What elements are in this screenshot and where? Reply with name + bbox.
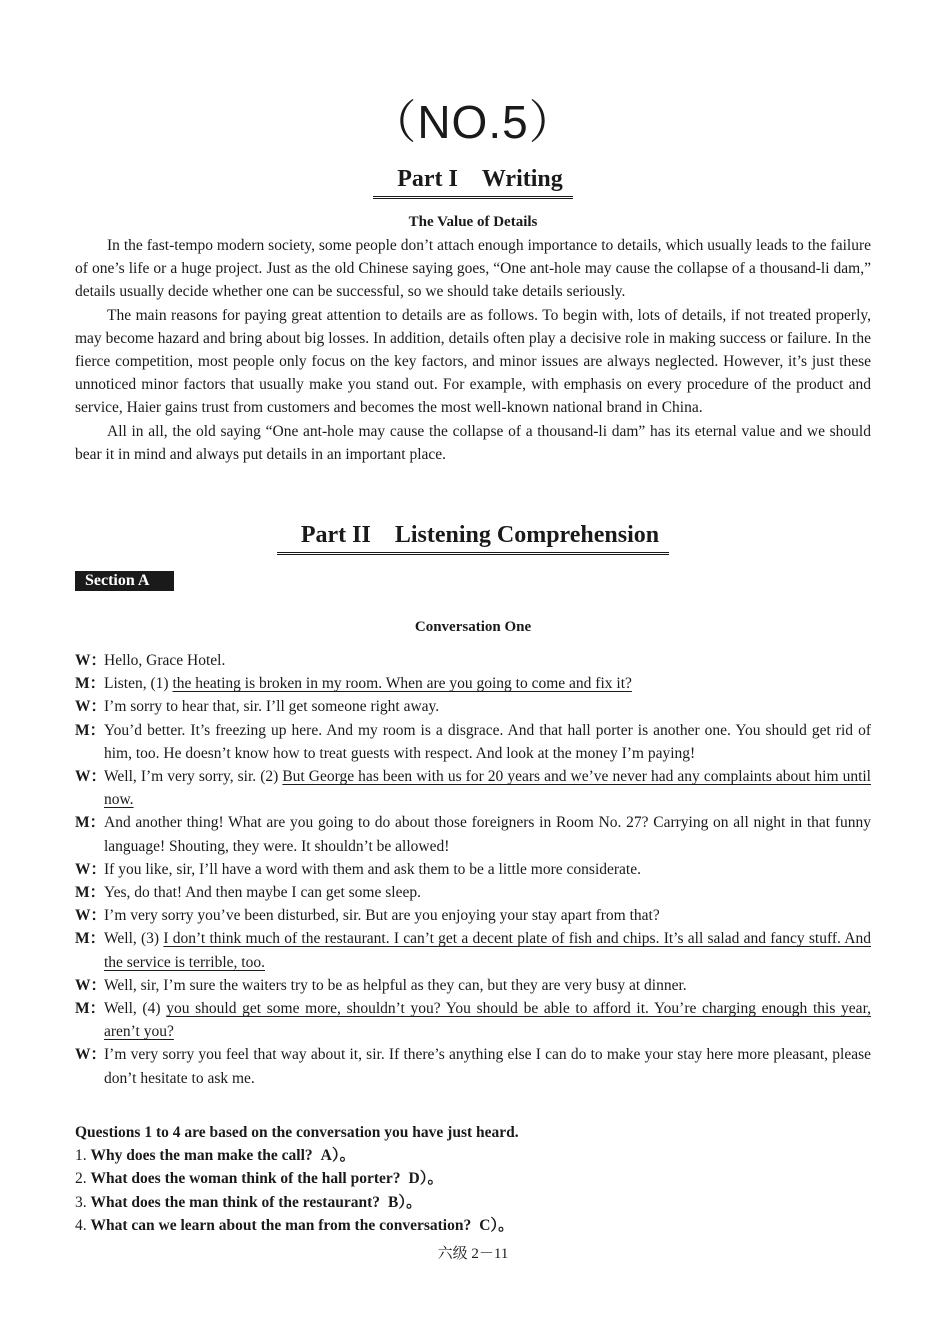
turn-text: If you like, sir, I’ll have a word with them and ask them to be a little more considerate. [104,860,641,878]
turn-text: I’m very sorry you’ve been disturbed, sir. But are you enjoying your stay apart from that? [104,907,660,925]
dialogue-turn [75,672,871,695]
speaker-label: M： [75,1000,106,1018]
question-text: What can we learn about the man from the conversation? [90,1216,472,1234]
question-number: 1. [75,1147,91,1165]
question-number: 3. [75,1193,91,1211]
part-1-heading [75,164,871,199]
turn-text: I’m sorry to hear that, sir. I’ll get someone right away. [104,698,440,716]
questions-block [75,1121,871,1237]
speaker-label: W： [75,768,107,786]
question-text: What does the woman think of the hall porter? [90,1170,401,1188]
underlined-answer: the heating is broken in my room. When are you going to come and fix it? [172,675,632,693]
question-item [75,1144,871,1167]
question-answer: C）。 [479,1216,514,1234]
underlined-answer: I don’t think much of the restaurant. I can’t get a decent plate of fish and chips. It’s all salad and fancy stuff. And the service is terrible, too. [104,930,871,971]
question-text: Why does the man make the call? [90,1147,313,1165]
part-2-heading [75,520,871,555]
page-footer: 六级 2－11 [437,1246,509,1262]
dialogue-turn [75,904,871,927]
turn-text: I’m very sorry you feel that way about it, sir. If there’s anything else I can do to make your stay here more pleasant, please don’t hesitate to ask me. [104,1046,871,1087]
part-2-heading-text: Part II Listening Comprehension [277,520,669,555]
underlined-answer: you should get some more, shouldn’t you? You should be able to afford it. You’re charging enough this year, aren’t you? [104,1000,871,1041]
essay-paragraph: The main reasons for paying great attention to details are as follows. To begin with, lots of details, if not treated properly, may become hazard and bring about big losses. In addition, details often play a decisive role in making success or failure. In the fierce competition, most people only focus on the key factors, and minor issues are always neglected. However, it’s just these unnoticed minor factors that usually make you stand out. For example, with emphasis on every procedure of the product and service, Haier gains trust from customers and becomes the most well-known national brand in China. [75,306,871,417]
questions-intro: Questions 1 to 4 are based on the conversation you have just heard. [75,1124,519,1141]
turn-text: Listen, (1) [104,675,173,693]
speaker-label: M： [75,930,106,948]
dialogue-turn [75,1043,871,1089]
turn-text: Yes, do that! And then maybe I can get some sleep. [104,884,421,902]
question-answer: A）。 [320,1147,356,1165]
speaker-label: W： [75,698,107,716]
document-title: （NO.5） [370,96,576,148]
turn-text: Well, (3) [104,930,164,948]
speaker-label: M： [75,884,106,902]
essay-body [75,234,871,466]
conversation-title: Conversation One [414,619,532,635]
speaker-label: W： [75,976,107,994]
essay-title: The Value of Details [408,214,538,230]
turn-text: Well, I’m very sorry, sir. (2) [104,768,283,786]
dialogue-turn [75,719,871,765]
underlined-answer: But George has been with us for 20 years and we’ve never had any complaints about him until now. [104,768,871,809]
dialogue-turn [75,927,871,973]
question-number: 2. [75,1170,91,1188]
speaker-label: W： [75,860,107,878]
question-item [75,1191,871,1214]
speaker-label: M： [75,675,106,693]
question-item [75,1167,871,1190]
turn-text: You’d better. It’s freezing up here. And my room is a disgrace. And that hall porter is another one. You should get rid of him, too. He doesn’t know how to treat guests with respect. And look at the money I’m paying! [104,721,871,762]
speaker-label: M： [75,814,106,832]
dialogue-turn [75,974,871,997]
question-answer: D）。 [408,1170,443,1188]
speaker-label: W： [75,652,107,669]
turn-text: Well, (4) [104,1000,167,1018]
turn-text: Well, sir, I’m sure the waiters try to be as helpful as they can, but they are very busy at dinner. [104,976,687,994]
conversation-transcript [75,649,871,1090]
dialogue-turn [75,695,871,718]
dialogue-turn [75,765,871,811]
turn-text: Hello, Grace Hotel. [104,652,226,669]
essay-paragraph: In the fast-tempo modern society, some people don’t attach enough importance to details, which usually leads to the failure of one’s life or a huge project. Just as the old Chinese saying goes, “One ant-hole may cause the collapse of a thousand-li dam,” details usually decide whether one can be successful, so we should take details seriously. [75,237,871,301]
speaker-label: W： [75,1046,107,1064]
speaker-label: M： [75,721,106,739]
dialogue-turn [75,858,871,881]
speaker-label: W： [75,907,107,925]
dialogue-turn [75,649,871,672]
dialogue-turn [75,811,871,857]
part-1-heading-text: Part I Writing [373,164,573,199]
section-a-badge: Section A [75,571,174,591]
question-item [75,1214,871,1237]
question-number: 4. [75,1216,91,1234]
question-text: What does the man think of the restaurant? [90,1193,380,1211]
dialogue-turn [75,881,871,904]
dialogue-turn [75,997,871,1043]
question-answer: B）。 [388,1193,422,1211]
essay-paragraph: All in all, the old saying “One ant-hole may cause the collapse of a thousand-li dam” has its eternal value and we should bear it in mind and always put details in an important place. [75,422,871,463]
turn-text: And another thing! What are you going to do about those foreigners in Room No. 27? Carrying on all night in that funny language! Shouting, they were. It shouldn’t be allowed! [104,814,871,855]
